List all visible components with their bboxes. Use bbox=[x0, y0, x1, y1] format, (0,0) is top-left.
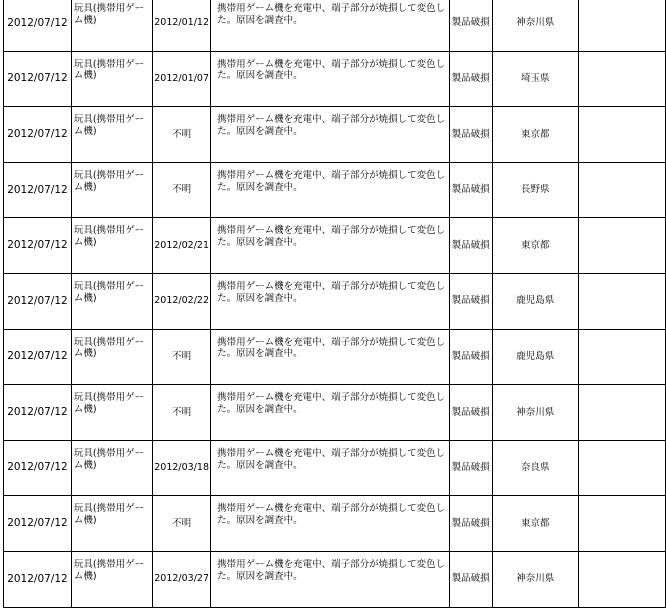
remarks-cell bbox=[578, 218, 665, 274]
incident-description-cell: 携帯用ゲーム機を充電中、端子部分が焼損して変色した。原因を調査中。 bbox=[211, 385, 449, 441]
table-row bbox=[4, 496, 666, 552]
table-row bbox=[4, 273, 666, 329]
table-row bbox=[4, 0, 666, 51]
product-category-cell: 玩具(携帯用ゲーム機) bbox=[71, 0, 152, 51]
product-category-cell: 玩具(携帯用ゲーム機) bbox=[71, 107, 152, 163]
incident-description-cell: 携帯用ゲーム機を充電中、端子部分が焼損して変色した。原因を調査中。 bbox=[211, 273, 449, 329]
damage-type-cell: 製品破損 bbox=[449, 51, 492, 107]
incident-description-cell: 携帯用ゲーム機を充電中、端子部分が焼損して変色した。原因を調査中。 bbox=[211, 329, 449, 385]
remarks-cell bbox=[578, 551, 665, 607]
table-row bbox=[4, 107, 666, 163]
remarks-cell bbox=[578, 496, 665, 552]
report-date-cell: 2012/07/12 bbox=[4, 551, 72, 607]
table-row bbox=[4, 551, 666, 607]
report-date-cell: 2012/07/12 bbox=[4, 440, 72, 496]
remarks-cell bbox=[578, 0, 665, 51]
product-category-cell: 玩具(携帯用ゲーム機) bbox=[71, 218, 152, 274]
prefecture-cell: 神奈川県 bbox=[492, 385, 578, 441]
occurrence-date-cell: 2012/03/27 bbox=[153, 551, 211, 607]
table-row bbox=[4, 162, 666, 218]
incident-description-cell: 携帯用ゲーム機を充電中、端子部分が焼損して変色した。原因を調査中。 bbox=[211, 440, 449, 496]
occurrence-date-cell: 不明 bbox=[153, 385, 211, 441]
damage-type-cell: 製品破損 bbox=[449, 0, 492, 51]
report-date-cell: 2012/07/12 bbox=[4, 107, 72, 163]
occurrence-date-cell: 不明 bbox=[153, 496, 211, 552]
product-category-cell: 玩具(携帯用ゲーム機) bbox=[71, 273, 152, 329]
report-date-cell: 2012/07/12 bbox=[4, 218, 72, 274]
prefecture-cell: 東京都 bbox=[492, 107, 578, 163]
remarks-cell bbox=[578, 107, 665, 163]
incident-description-cell: 携帯用ゲーム機を充電中、端子部分が焼損して変色した。原因を調査中。 bbox=[211, 51, 449, 107]
prefecture-cell: 東京都 bbox=[492, 496, 578, 552]
table-row bbox=[4, 218, 666, 274]
remarks-cell bbox=[578, 440, 665, 496]
prefecture-cell: 神奈川県 bbox=[492, 0, 578, 51]
remarks-cell bbox=[578, 162, 665, 218]
occurrence-date-cell: 2012/02/22 bbox=[153, 273, 211, 329]
prefecture-cell: 埼玉県 bbox=[492, 51, 578, 107]
report-date-cell: 2012/07/12 bbox=[4, 329, 72, 385]
occurrence-date-cell: 2012/01/07 bbox=[153, 51, 211, 107]
remarks-cell bbox=[578, 51, 665, 107]
table-row bbox=[4, 51, 666, 107]
incident-description-cell: 携帯用ゲーム機を充電中、端子部分が焼損して変色した。原因を調査中。 bbox=[211, 0, 449, 51]
product-category-cell: 玩具(携帯用ゲーム機) bbox=[71, 496, 152, 552]
occurrence-date-cell: 2012/03/18 bbox=[153, 440, 211, 496]
damage-type-cell: 製品破損 bbox=[449, 162, 492, 218]
occurrence-date-cell: 2012/01/12 bbox=[153, 0, 211, 51]
damage-type-cell: 製品破損 bbox=[449, 496, 492, 552]
incident-description-cell: 携帯用ゲーム機を充電中、端子部分が焼損して変色した。原因を調査中。 bbox=[211, 218, 449, 274]
table-row bbox=[4, 329, 666, 385]
damage-type-cell: 製品破損 bbox=[449, 440, 492, 496]
damage-type-cell: 製品破損 bbox=[449, 218, 492, 274]
occurrence-date-cell: 不明 bbox=[153, 329, 211, 385]
occurrence-date-cell: 2012/02/21 bbox=[153, 218, 211, 274]
remarks-cell bbox=[578, 329, 665, 385]
product-category-cell: 玩具(携帯用ゲーム機) bbox=[71, 440, 152, 496]
report-date-cell: 2012/07/12 bbox=[4, 273, 72, 329]
incident-table bbox=[3, 0, 666, 608]
prefecture-cell: 長野県 bbox=[492, 162, 578, 218]
report-date-cell: 2012/07/12 bbox=[4, 0, 72, 51]
occurrence-date-cell: 不明 bbox=[153, 162, 211, 218]
damage-type-cell: 製品破損 bbox=[449, 273, 492, 329]
damage-type-cell: 製品破損 bbox=[449, 329, 492, 385]
prefecture-cell: 鹿児島県 bbox=[492, 329, 578, 385]
remarks-cell bbox=[578, 385, 665, 441]
remarks-cell bbox=[578, 273, 665, 329]
prefecture-cell: 神奈川県 bbox=[492, 551, 578, 607]
incident-description-cell: 携帯用ゲーム機を充電中、端子部分が焼損して変色した。原因を調査中。 bbox=[211, 551, 449, 607]
product-category-cell: 玩具(携帯用ゲーム機) bbox=[71, 51, 152, 107]
incident-description-cell: 携帯用ゲーム機を充電中、端子部分が焼損して変色した。原因を調査中。 bbox=[211, 162, 449, 218]
incident-description-cell: 携帯用ゲーム機を充電中、端子部分が焼損して変色した。原因を調査中。 bbox=[211, 107, 449, 163]
incident-description-cell: 携帯用ゲーム機を充電中、端子部分が焼損して変色した。原因を調査中。 bbox=[211, 496, 449, 552]
prefecture-cell: 奈良県 bbox=[492, 440, 578, 496]
product-category-cell: 玩具(携帯用ゲーム機) bbox=[71, 551, 152, 607]
damage-type-cell: 製品破損 bbox=[449, 551, 492, 607]
report-date-cell: 2012/07/12 bbox=[4, 496, 72, 552]
incident-table-body bbox=[4, 0, 666, 607]
table-row bbox=[4, 440, 666, 496]
occurrence-date-cell: 不明 bbox=[153, 107, 211, 163]
report-date-cell: 2012/07/12 bbox=[4, 51, 72, 107]
product-category-cell: 玩具(携帯用ゲーム機) bbox=[71, 162, 152, 218]
report-date-cell: 2012/07/12 bbox=[4, 385, 72, 441]
table-row bbox=[4, 385, 666, 441]
damage-type-cell: 製品破損 bbox=[449, 107, 492, 163]
prefecture-cell: 東京都 bbox=[492, 218, 578, 274]
product-category-cell: 玩具(携帯用ゲーム機) bbox=[71, 385, 152, 441]
prefecture-cell: 鹿児島県 bbox=[492, 273, 578, 329]
damage-type-cell: 製品破損 bbox=[449, 385, 492, 441]
product-category-cell: 玩具(携帯用ゲーム機) bbox=[71, 329, 152, 385]
report-date-cell: 2012/07/12 bbox=[4, 162, 72, 218]
